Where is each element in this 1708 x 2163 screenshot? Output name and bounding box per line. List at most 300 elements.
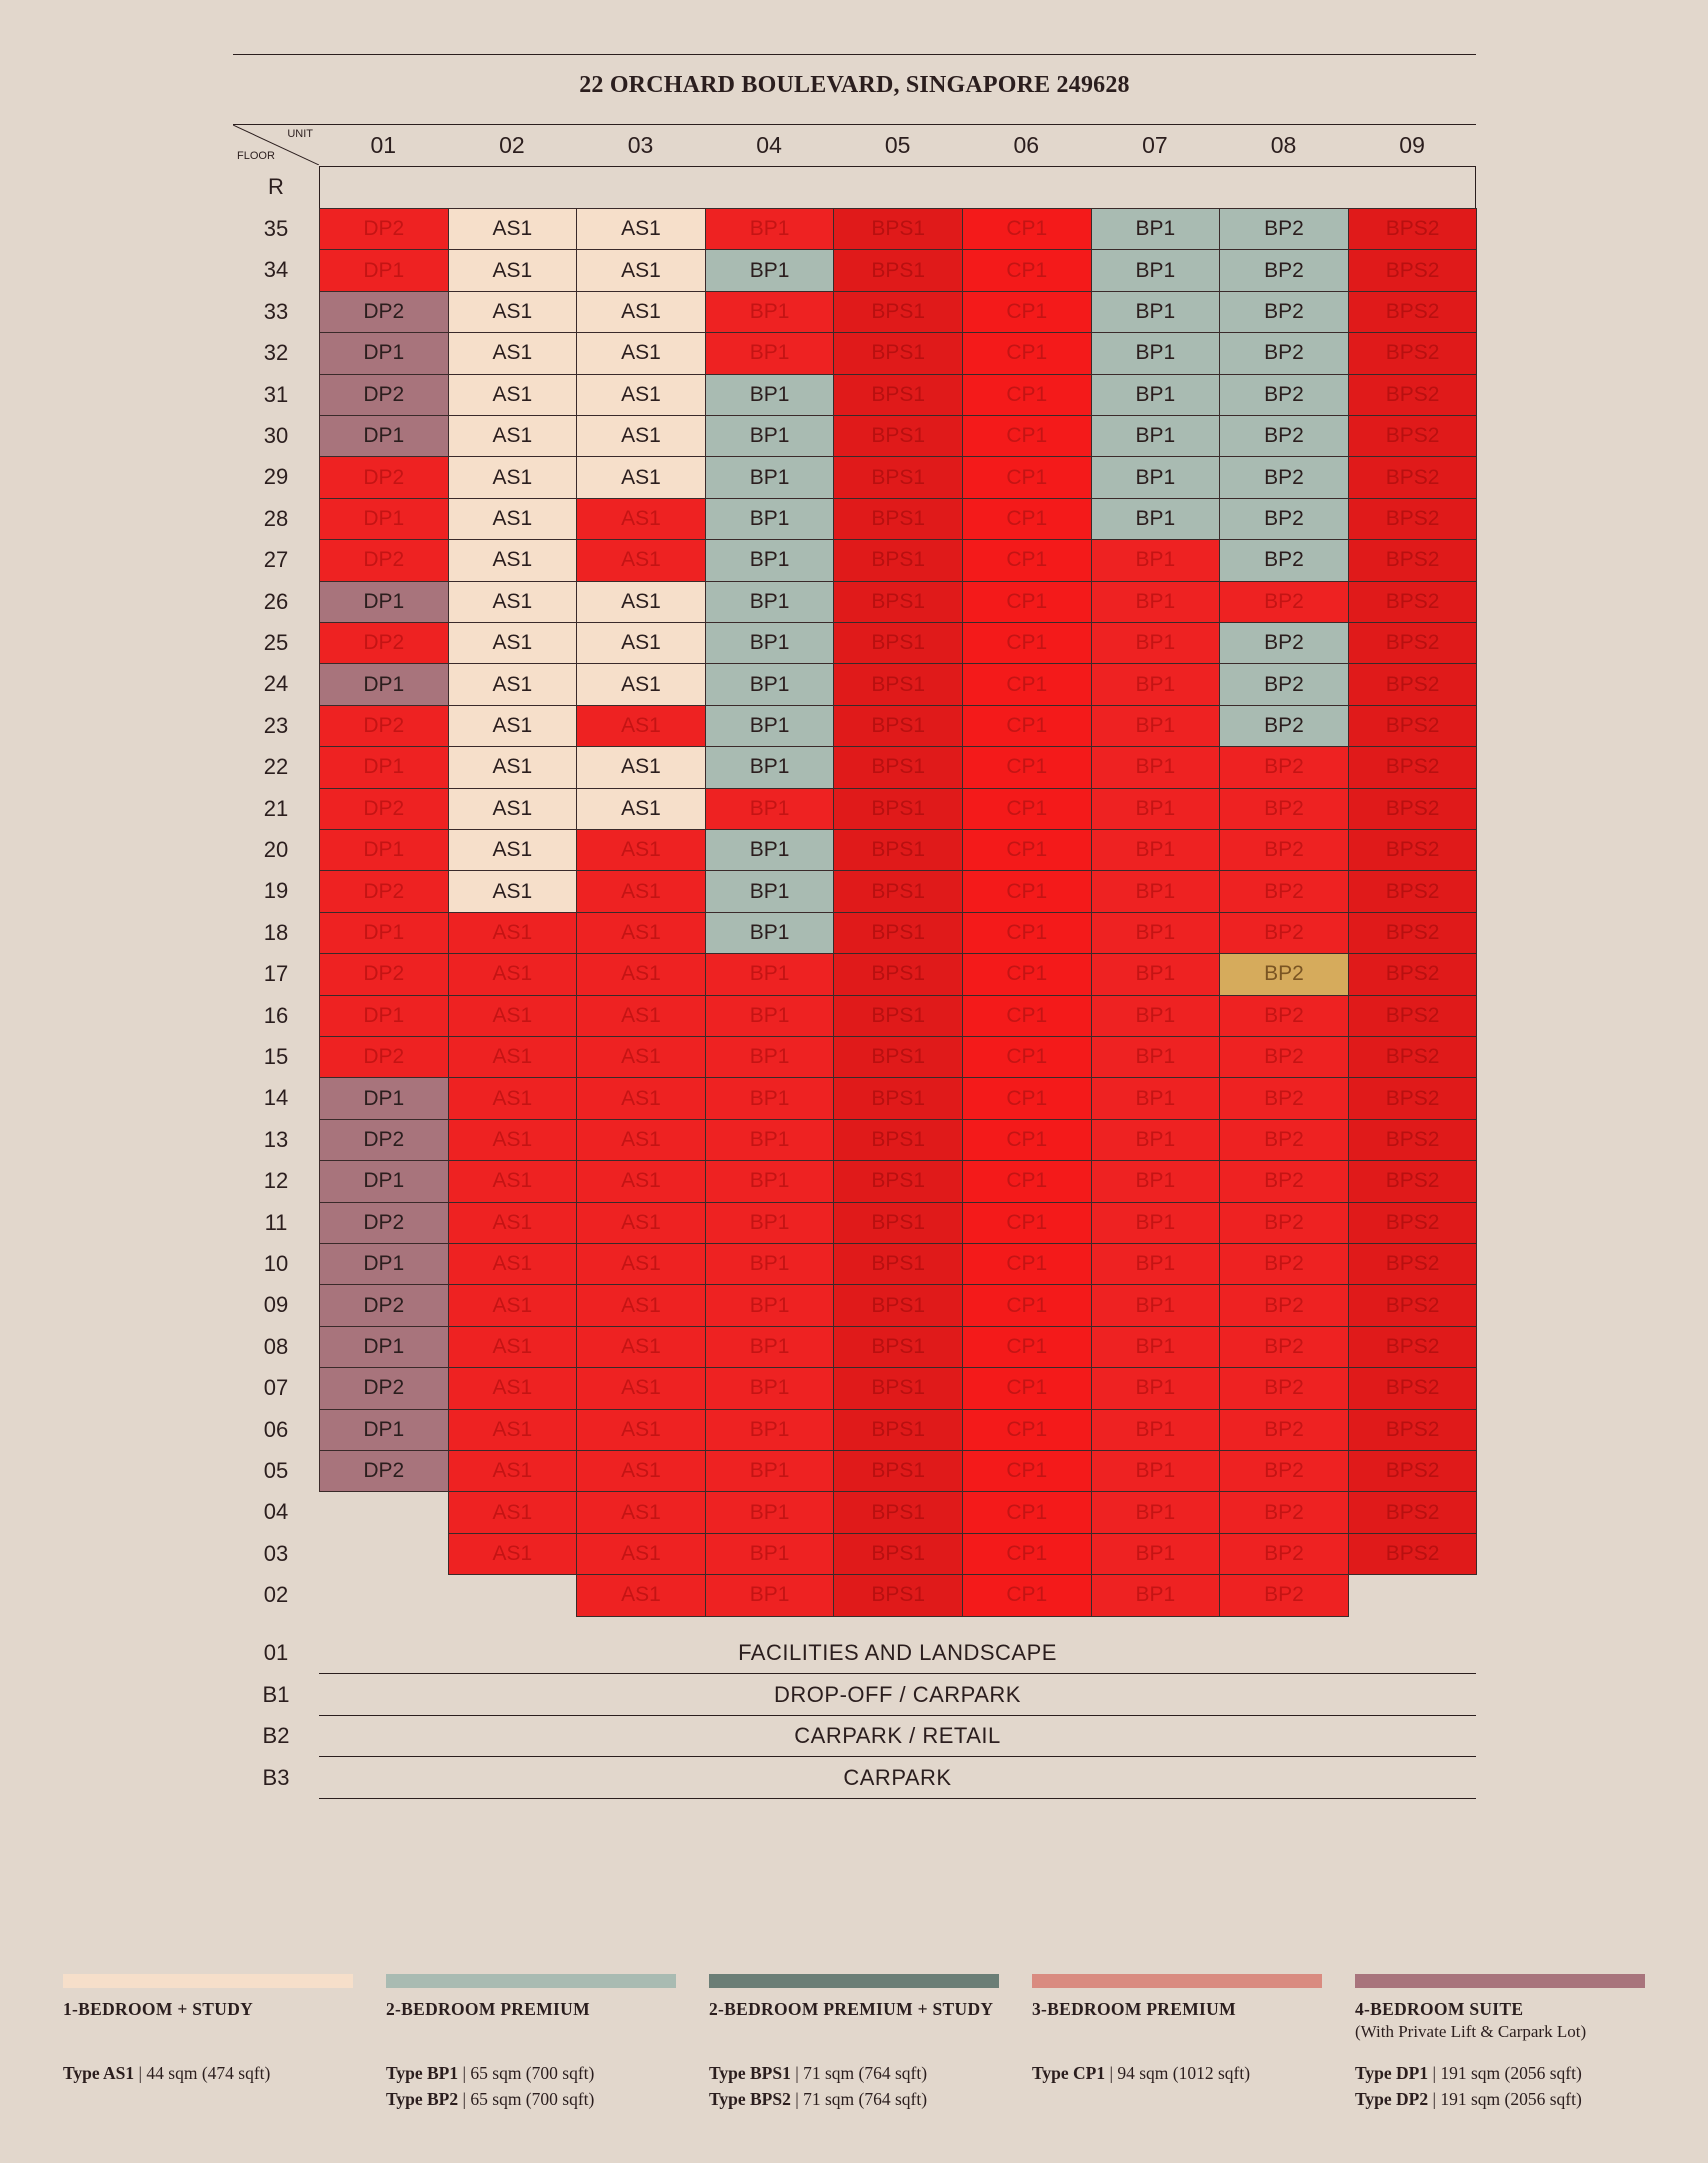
unit-cell-27-04[interactable]: BP1 bbox=[705, 539, 835, 581]
unit-cell-26-06[interactable]: CP1 bbox=[962, 581, 1092, 623]
unit-cell-24-07[interactable]: BP1 bbox=[1091, 663, 1221, 705]
unit-cell-29-04[interactable]: BP1 bbox=[705, 456, 835, 498]
unit-cell-11-08[interactable]: BP2 bbox=[1219, 1202, 1349, 1244]
unit-cell-16-04[interactable]: BP1 bbox=[705, 995, 835, 1037]
unit-cell-09-01[interactable]: DP2 bbox=[319, 1284, 449, 1326]
unit-cell-11-03[interactable]: AS1 bbox=[576, 1202, 706, 1244]
unit-cell-30-06[interactable]: CP1 bbox=[962, 415, 1092, 457]
unit-cell-29-09[interactable]: BPS2 bbox=[1348, 456, 1478, 498]
unit-cell-17-06[interactable]: CP1 bbox=[962, 953, 1092, 995]
unit-cell-03-06[interactable]: CP1 bbox=[962, 1533, 1092, 1575]
unit-cell-04-09[interactable]: BPS2 bbox=[1348, 1491, 1478, 1533]
unit-cell-12-03[interactable]: AS1 bbox=[576, 1160, 706, 1202]
unit-cell-19-04[interactable]: BP1 bbox=[705, 870, 835, 912]
unit-cell-15-08[interactable]: BP2 bbox=[1219, 1036, 1349, 1078]
unit-cell-33-02[interactable]: AS1 bbox=[448, 291, 578, 333]
unit-cell-34-06[interactable]: CP1 bbox=[962, 249, 1092, 291]
unit-cell-05-04[interactable]: BP1 bbox=[705, 1450, 835, 1492]
unit-cell-26-04[interactable]: BP1 bbox=[705, 581, 835, 623]
unit-cell-25-02[interactable]: AS1 bbox=[448, 622, 578, 664]
unit-cell-04-04[interactable]: BP1 bbox=[705, 1491, 835, 1533]
unit-cell-09-05[interactable]: BPS1 bbox=[833, 1284, 963, 1326]
unit-cell-06-07[interactable]: BP1 bbox=[1091, 1409, 1221, 1451]
unit-cell-05-07[interactable]: BP1 bbox=[1091, 1450, 1221, 1492]
unit-cell-13-08[interactable]: BP2 bbox=[1219, 1119, 1349, 1161]
unit-cell-18-07[interactable]: BP1 bbox=[1091, 912, 1221, 954]
unit-cell-19-06[interactable]: CP1 bbox=[962, 870, 1092, 912]
unit-cell-23-09[interactable]: BPS2 bbox=[1348, 705, 1478, 747]
unit-cell-29-07[interactable]: BP1 bbox=[1091, 456, 1221, 498]
unit-cell-06-05[interactable]: BPS1 bbox=[833, 1409, 963, 1451]
unit-cell-28-05[interactable]: BPS1 bbox=[833, 498, 963, 540]
unit-cell-34-01[interactable]: DP1 bbox=[319, 249, 449, 291]
unit-cell-35-03[interactable]: AS1 bbox=[576, 208, 706, 250]
unit-cell-17-07[interactable]: BP1 bbox=[1091, 953, 1221, 995]
unit-cell-04-07[interactable]: BP1 bbox=[1091, 1491, 1221, 1533]
unit-cell-14-02[interactable]: AS1 bbox=[448, 1077, 578, 1119]
unit-cell-05-03[interactable]: AS1 bbox=[576, 1450, 706, 1492]
unit-cell-30-02[interactable]: AS1 bbox=[448, 415, 578, 457]
unit-cell-10-07[interactable]: BP1 bbox=[1091, 1243, 1221, 1285]
unit-cell-34-05[interactable]: BPS1 bbox=[833, 249, 963, 291]
unit-cell-17-03[interactable]: AS1 bbox=[576, 953, 706, 995]
unit-cell-16-05[interactable]: BPS1 bbox=[833, 995, 963, 1037]
unit-cell-12-06[interactable]: CP1 bbox=[962, 1160, 1092, 1202]
unit-cell-07-01[interactable]: DP2 bbox=[319, 1367, 449, 1409]
unit-cell-11-05[interactable]: BPS1 bbox=[833, 1202, 963, 1244]
unit-cell-15-02[interactable]: AS1 bbox=[448, 1036, 578, 1078]
unit-cell-15-01[interactable]: DP2 bbox=[319, 1036, 449, 1078]
unit-cell-14-04[interactable]: BP1 bbox=[705, 1077, 835, 1119]
unit-cell-05-02[interactable]: AS1 bbox=[448, 1450, 578, 1492]
unit-cell-35-01[interactable]: DP2 bbox=[319, 208, 449, 250]
unit-cell-31-09[interactable]: BPS2 bbox=[1348, 374, 1478, 416]
unit-cell-24-04[interactable]: BP1 bbox=[705, 663, 835, 705]
unit-cell-31-02[interactable]: AS1 bbox=[448, 374, 578, 416]
unit-cell-10-05[interactable]: BPS1 bbox=[833, 1243, 963, 1285]
unit-cell-33-09[interactable]: BPS2 bbox=[1348, 291, 1478, 333]
unit-cell-23-04[interactable]: BP1 bbox=[705, 705, 835, 747]
unit-cell-23-01[interactable]: DP2 bbox=[319, 705, 449, 747]
unit-cell-21-01[interactable]: DP2 bbox=[319, 788, 449, 830]
unit-cell-15-09[interactable]: BPS2 bbox=[1348, 1036, 1478, 1078]
unit-cell-19-03[interactable]: AS1 bbox=[576, 870, 706, 912]
unit-cell-33-05[interactable]: BPS1 bbox=[833, 291, 963, 333]
unit-cell-35-07[interactable]: BP1 bbox=[1091, 208, 1221, 250]
unit-cell-34-04[interactable]: BP1 bbox=[705, 249, 835, 291]
unit-cell-14-08[interactable]: BP2 bbox=[1219, 1077, 1349, 1119]
unit-cell-18-04[interactable]: BP1 bbox=[705, 912, 835, 954]
unit-cell-14-01[interactable]: DP1 bbox=[319, 1077, 449, 1119]
unit-cell-13-05[interactable]: BPS1 bbox=[833, 1119, 963, 1161]
unit-cell-10-01[interactable]: DP1 bbox=[319, 1243, 449, 1285]
unit-cell-10-09[interactable]: BPS2 bbox=[1348, 1243, 1478, 1285]
unit-cell-17-05[interactable]: BPS1 bbox=[833, 953, 963, 995]
unit-cell-21-04[interactable]: BP1 bbox=[705, 788, 835, 830]
unit-cell-28-03[interactable]: AS1 bbox=[576, 498, 706, 540]
unit-cell-08-06[interactable]: CP1 bbox=[962, 1326, 1092, 1368]
unit-cell-22-05[interactable]: BPS1 bbox=[833, 746, 963, 788]
unit-cell-23-02[interactable]: AS1 bbox=[448, 705, 578, 747]
unit-cell-30-09[interactable]: BPS2 bbox=[1348, 415, 1478, 457]
unit-cell-32-09[interactable]: BPS2 bbox=[1348, 332, 1478, 374]
unit-cell-28-02[interactable]: AS1 bbox=[448, 498, 578, 540]
unit-cell-28-09[interactable]: BPS2 bbox=[1348, 498, 1478, 540]
unit-cell-31-06[interactable]: CP1 bbox=[962, 374, 1092, 416]
unit-cell-22-09[interactable]: BPS2 bbox=[1348, 746, 1478, 788]
unit-cell-16-09[interactable]: BPS2 bbox=[1348, 995, 1478, 1037]
unit-cell-31-01[interactable]: DP2 bbox=[319, 374, 449, 416]
unit-cell-22-01[interactable]: DP1 bbox=[319, 746, 449, 788]
unit-cell-12-09[interactable]: BPS2 bbox=[1348, 1160, 1478, 1202]
unit-cell-12-01[interactable]: DP1 bbox=[319, 1160, 449, 1202]
unit-cell-32-05[interactable]: BPS1 bbox=[833, 332, 963, 374]
unit-cell-13-09[interactable]: BPS2 bbox=[1348, 1119, 1478, 1161]
unit-cell-25-07[interactable]: BP1 bbox=[1091, 622, 1221, 664]
unit-cell-20-05[interactable]: BPS1 bbox=[833, 829, 963, 871]
unit-cell-16-02[interactable]: AS1 bbox=[448, 995, 578, 1037]
unit-cell-07-04[interactable]: BP1 bbox=[705, 1367, 835, 1409]
unit-cell-29-06[interactable]: CP1 bbox=[962, 456, 1092, 498]
unit-cell-10-06[interactable]: CP1 bbox=[962, 1243, 1092, 1285]
unit-cell-35-02[interactable]: AS1 bbox=[448, 208, 578, 250]
unit-cell-22-02[interactable]: AS1 bbox=[448, 746, 578, 788]
unit-cell-21-08[interactable]: BP2 bbox=[1219, 788, 1349, 830]
unit-cell-15-06[interactable]: CP1 bbox=[962, 1036, 1092, 1078]
unit-cell-25-05[interactable]: BPS1 bbox=[833, 622, 963, 664]
unit-cell-25-04[interactable]: BP1 bbox=[705, 622, 835, 664]
unit-cell-20-02[interactable]: AS1 bbox=[448, 829, 578, 871]
unit-cell-27-01[interactable]: DP2 bbox=[319, 539, 449, 581]
unit-cell-21-03[interactable]: AS1 bbox=[576, 788, 706, 830]
unit-cell-18-08[interactable]: BP2 bbox=[1219, 912, 1349, 954]
unit-cell-31-03[interactable]: AS1 bbox=[576, 374, 706, 416]
unit-cell-20-01[interactable]: DP1 bbox=[319, 829, 449, 871]
unit-cell-02-05[interactable]: BPS1 bbox=[833, 1574, 963, 1616]
unit-cell-12-02[interactable]: AS1 bbox=[448, 1160, 578, 1202]
unit-cell-14-05[interactable]: BPS1 bbox=[833, 1077, 963, 1119]
unit-cell-02-08[interactable]: BP2 bbox=[1219, 1574, 1349, 1616]
unit-cell-20-03[interactable]: AS1 bbox=[576, 829, 706, 871]
unit-cell-10-04[interactable]: BP1 bbox=[705, 1243, 835, 1285]
unit-cell-15-05[interactable]: BPS1 bbox=[833, 1036, 963, 1078]
unit-cell-34-03[interactable]: AS1 bbox=[576, 249, 706, 291]
unit-cell-35-05[interactable]: BPS1 bbox=[833, 208, 963, 250]
unit-cell-19-01[interactable]: DP2 bbox=[319, 870, 449, 912]
unit-cell-09-04[interactable]: BP1 bbox=[705, 1284, 835, 1326]
unit-cell-04-02[interactable]: AS1 bbox=[448, 1491, 578, 1533]
unit-cell-09-08[interactable]: BP2 bbox=[1219, 1284, 1349, 1326]
unit-cell-20-08[interactable]: BP2 bbox=[1219, 829, 1349, 871]
unit-cell-26-08[interactable]: BP2 bbox=[1219, 581, 1349, 623]
unit-cell-31-04[interactable]: BP1 bbox=[705, 374, 835, 416]
unit-cell-08-09[interactable]: BPS2 bbox=[1348, 1326, 1478, 1368]
unit-cell-15-03[interactable]: AS1 bbox=[576, 1036, 706, 1078]
unit-cell-06-09[interactable]: BPS2 bbox=[1348, 1409, 1478, 1451]
unit-cell-16-06[interactable]: CP1 bbox=[962, 995, 1092, 1037]
unit-cell-26-03[interactable]: AS1 bbox=[576, 581, 706, 623]
unit-cell-30-07[interactable]: BP1 bbox=[1091, 415, 1221, 457]
unit-cell-28-07[interactable]: BP1 bbox=[1091, 498, 1221, 540]
unit-cell-24-05[interactable]: BPS1 bbox=[833, 663, 963, 705]
unit-cell-31-08[interactable]: BP2 bbox=[1219, 374, 1349, 416]
unit-cell-25-06[interactable]: CP1 bbox=[962, 622, 1092, 664]
unit-cell-02-07[interactable]: BP1 bbox=[1091, 1574, 1221, 1616]
unit-cell-30-03[interactable]: AS1 bbox=[576, 415, 706, 457]
unit-cell-05-06[interactable]: CP1 bbox=[962, 1450, 1092, 1492]
unit-cell-33-07[interactable]: BP1 bbox=[1091, 291, 1221, 333]
unit-cell-32-02[interactable]: AS1 bbox=[448, 332, 578, 374]
unit-cell-16-08[interactable]: BP2 bbox=[1219, 995, 1349, 1037]
unit-cell-35-06[interactable]: CP1 bbox=[962, 208, 1092, 250]
unit-cell-03-08[interactable]: BP2 bbox=[1219, 1533, 1349, 1575]
unit-cell-17-09[interactable]: BPS2 bbox=[1348, 953, 1478, 995]
unit-cell-30-04[interactable]: BP1 bbox=[705, 415, 835, 457]
unit-cell-08-05[interactable]: BPS1 bbox=[833, 1326, 963, 1368]
unit-cell-07-09[interactable]: BPS2 bbox=[1348, 1367, 1478, 1409]
unit-cell-18-05[interactable]: BPS1 bbox=[833, 912, 963, 954]
unit-cell-02-04[interactable]: BP1 bbox=[705, 1574, 835, 1616]
unit-cell-11-06[interactable]: CP1 bbox=[962, 1202, 1092, 1244]
unit-cell-21-07[interactable]: BP1 bbox=[1091, 788, 1221, 830]
unit-cell-30-05[interactable]: BPS1 bbox=[833, 415, 963, 457]
unit-cell-20-06[interactable]: CP1 bbox=[962, 829, 1092, 871]
unit-cell-08-02[interactable]: AS1 bbox=[448, 1326, 578, 1368]
unit-cell-05-09[interactable]: BPS2 bbox=[1348, 1450, 1478, 1492]
unit-cell-33-08[interactable]: BP2 bbox=[1219, 291, 1349, 333]
unit-cell-29-08[interactable]: BP2 bbox=[1219, 456, 1349, 498]
unit-cell-33-06[interactable]: CP1 bbox=[962, 291, 1092, 333]
unit-cell-07-08[interactable]: BP2 bbox=[1219, 1367, 1349, 1409]
unit-cell-12-04[interactable]: BP1 bbox=[705, 1160, 835, 1202]
unit-cell-13-04[interactable]: BP1 bbox=[705, 1119, 835, 1161]
unit-cell-28-01[interactable]: DP1 bbox=[319, 498, 449, 540]
unit-cell-04-06[interactable]: CP1 bbox=[962, 1491, 1092, 1533]
unit-cell-18-03[interactable]: AS1 bbox=[576, 912, 706, 954]
unit-cell-12-05[interactable]: BPS1 bbox=[833, 1160, 963, 1202]
unit-cell-10-08[interactable]: BP2 bbox=[1219, 1243, 1349, 1285]
unit-cell-34-02[interactable]: AS1 bbox=[448, 249, 578, 291]
unit-cell-17-08[interactable]: BP2 bbox=[1219, 953, 1349, 995]
unit-cell-22-04[interactable]: BP1 bbox=[705, 746, 835, 788]
unit-cell-06-03[interactable]: AS1 bbox=[576, 1409, 706, 1451]
unit-cell-26-02[interactable]: AS1 bbox=[448, 581, 578, 623]
unit-cell-28-08[interactable]: BP2 bbox=[1219, 498, 1349, 540]
unit-cell-24-01[interactable]: DP1 bbox=[319, 663, 449, 705]
unit-cell-32-03[interactable]: AS1 bbox=[576, 332, 706, 374]
unit-cell-06-04[interactable]: BP1 bbox=[705, 1409, 835, 1451]
unit-cell-14-09[interactable]: BPS2 bbox=[1348, 1077, 1478, 1119]
unit-cell-30-08[interactable]: BP2 bbox=[1219, 415, 1349, 457]
unit-cell-28-04[interactable]: BP1 bbox=[705, 498, 835, 540]
unit-cell-14-06[interactable]: CP1 bbox=[962, 1077, 1092, 1119]
unit-cell-24-09[interactable]: BPS2 bbox=[1348, 663, 1478, 705]
unit-cell-22-06[interactable]: CP1 bbox=[962, 746, 1092, 788]
unit-cell-17-01[interactable]: DP2 bbox=[319, 953, 449, 995]
unit-cell-32-07[interactable]: BP1 bbox=[1091, 332, 1221, 374]
unit-cell-29-02[interactable]: AS1 bbox=[448, 456, 578, 498]
unit-cell-21-06[interactable]: CP1 bbox=[962, 788, 1092, 830]
unit-cell-24-06[interactable]: CP1 bbox=[962, 663, 1092, 705]
unit-cell-22-08[interactable]: BP2 bbox=[1219, 746, 1349, 788]
unit-cell-06-06[interactable]: CP1 bbox=[962, 1409, 1092, 1451]
unit-cell-13-07[interactable]: BP1 bbox=[1091, 1119, 1221, 1161]
unit-cell-18-06[interactable]: CP1 bbox=[962, 912, 1092, 954]
unit-cell-29-01[interactable]: DP2 bbox=[319, 456, 449, 498]
unit-cell-34-08[interactable]: BP2 bbox=[1219, 249, 1349, 291]
unit-cell-18-09[interactable]: BPS2 bbox=[1348, 912, 1478, 954]
unit-cell-14-07[interactable]: BP1 bbox=[1091, 1077, 1221, 1119]
unit-cell-27-05[interactable]: BPS1 bbox=[833, 539, 963, 581]
unit-cell-05-01[interactable]: DP2 bbox=[319, 1450, 449, 1492]
unit-cell-16-07[interactable]: BP1 bbox=[1091, 995, 1221, 1037]
unit-cell-26-05[interactable]: BPS1 bbox=[833, 581, 963, 623]
unit-cell-28-06[interactable]: CP1 bbox=[962, 498, 1092, 540]
unit-cell-12-08[interactable]: BP2 bbox=[1219, 1160, 1349, 1202]
unit-cell-07-02[interactable]: AS1 bbox=[448, 1367, 578, 1409]
unit-cell-06-02[interactable]: AS1 bbox=[448, 1409, 578, 1451]
unit-cell-10-03[interactable]: AS1 bbox=[576, 1243, 706, 1285]
unit-cell-17-02[interactable]: AS1 bbox=[448, 953, 578, 995]
unit-cell-23-06[interactable]: CP1 bbox=[962, 705, 1092, 747]
unit-cell-11-02[interactable]: AS1 bbox=[448, 1202, 578, 1244]
unit-cell-20-07[interactable]: BP1 bbox=[1091, 829, 1221, 871]
unit-cell-32-06[interactable]: CP1 bbox=[962, 332, 1092, 374]
unit-cell-02-03[interactable]: AS1 bbox=[576, 1574, 706, 1616]
unit-cell-07-03[interactable]: AS1 bbox=[576, 1367, 706, 1409]
unit-cell-27-03[interactable]: AS1 bbox=[576, 539, 706, 581]
unit-cell-35-08[interactable]: BP2 bbox=[1219, 208, 1349, 250]
unit-cell-02-06[interactable]: CP1 bbox=[962, 1574, 1092, 1616]
unit-cell-08-08[interactable]: BP2 bbox=[1219, 1326, 1349, 1368]
unit-cell-35-09[interactable]: BPS2 bbox=[1348, 208, 1478, 250]
unit-cell-22-07[interactable]: BP1 bbox=[1091, 746, 1221, 788]
unit-cell-19-07[interactable]: BP1 bbox=[1091, 870, 1221, 912]
unit-cell-07-07[interactable]: BP1 bbox=[1091, 1367, 1221, 1409]
unit-cell-29-05[interactable]: BPS1 bbox=[833, 456, 963, 498]
unit-cell-09-09[interactable]: BPS2 bbox=[1348, 1284, 1478, 1326]
unit-cell-09-07[interactable]: BP1 bbox=[1091, 1284, 1221, 1326]
unit-cell-18-02[interactable]: AS1 bbox=[448, 912, 578, 954]
unit-cell-33-04[interactable]: BP1 bbox=[705, 291, 835, 333]
unit-cell-08-01[interactable]: DP1 bbox=[319, 1326, 449, 1368]
unit-cell-32-04[interactable]: BP1 bbox=[705, 332, 835, 374]
unit-cell-25-01[interactable]: DP2 bbox=[319, 622, 449, 664]
unit-cell-14-03[interactable]: AS1 bbox=[576, 1077, 706, 1119]
unit-cell-25-08[interactable]: BP2 bbox=[1219, 622, 1349, 664]
unit-cell-26-07[interactable]: BP1 bbox=[1091, 581, 1221, 623]
unit-cell-34-09[interactable]: BPS2 bbox=[1348, 249, 1478, 291]
unit-cell-27-08[interactable]: BP2 bbox=[1219, 539, 1349, 581]
unit-cell-32-08[interactable]: BP2 bbox=[1219, 332, 1349, 374]
unit-cell-33-03[interactable]: AS1 bbox=[576, 291, 706, 333]
unit-cell-27-06[interactable]: CP1 bbox=[962, 539, 1092, 581]
unit-cell-24-02[interactable]: AS1 bbox=[448, 663, 578, 705]
unit-cell-15-04[interactable]: BP1 bbox=[705, 1036, 835, 1078]
unit-cell-31-07[interactable]: BP1 bbox=[1091, 374, 1221, 416]
unit-cell-26-09[interactable]: BPS2 bbox=[1348, 581, 1478, 623]
unit-cell-20-04[interactable]: BP1 bbox=[705, 829, 835, 871]
unit-cell-06-08[interactable]: BP2 bbox=[1219, 1409, 1349, 1451]
unit-cell-16-01[interactable]: DP1 bbox=[319, 995, 449, 1037]
unit-cell-11-04[interactable]: BP1 bbox=[705, 1202, 835, 1244]
unit-cell-03-07[interactable]: BP1 bbox=[1091, 1533, 1221, 1575]
unit-cell-32-01[interactable]: DP1 bbox=[319, 332, 449, 374]
unit-cell-34-07[interactable]: BP1 bbox=[1091, 249, 1221, 291]
unit-cell-33-01[interactable]: DP2 bbox=[319, 291, 449, 333]
unit-cell-19-05[interactable]: BPS1 bbox=[833, 870, 963, 912]
unit-cell-25-03[interactable]: AS1 bbox=[576, 622, 706, 664]
unit-cell-11-09[interactable]: BPS2 bbox=[1348, 1202, 1478, 1244]
unit-cell-04-05[interactable]: BPS1 bbox=[833, 1491, 963, 1533]
unit-cell-13-03[interactable]: AS1 bbox=[576, 1119, 706, 1161]
unit-cell-19-08[interactable]: BP2 bbox=[1219, 870, 1349, 912]
unit-cell-23-05[interactable]: BPS1 bbox=[833, 705, 963, 747]
unit-cell-21-09[interactable]: BPS2 bbox=[1348, 788, 1478, 830]
unit-cell-07-06[interactable]: CP1 bbox=[962, 1367, 1092, 1409]
unit-cell-27-02[interactable]: AS1 bbox=[448, 539, 578, 581]
unit-cell-03-05[interactable]: BPS1 bbox=[833, 1533, 963, 1575]
unit-cell-23-07[interactable]: BP1 bbox=[1091, 705, 1221, 747]
unit-cell-07-05[interactable]: BPS1 bbox=[833, 1367, 963, 1409]
unit-cell-13-02[interactable]: AS1 bbox=[448, 1119, 578, 1161]
unit-cell-27-09[interactable]: BPS2 bbox=[1348, 539, 1478, 581]
unit-cell-17-04[interactable]: BP1 bbox=[705, 953, 835, 995]
unit-cell-03-04[interactable]: BP1 bbox=[705, 1533, 835, 1575]
unit-cell-10-02[interactable]: AS1 bbox=[448, 1243, 578, 1285]
unit-cell-03-09[interactable]: BPS2 bbox=[1348, 1533, 1478, 1575]
unit-cell-23-08[interactable]: BP2 bbox=[1219, 705, 1349, 747]
unit-cell-13-06[interactable]: CP1 bbox=[962, 1119, 1092, 1161]
unit-cell-08-07[interactable]: BP1 bbox=[1091, 1326, 1221, 1368]
unit-cell-27-07[interactable]: BP1 bbox=[1091, 539, 1221, 581]
unit-cell-13-01[interactable]: DP2 bbox=[319, 1119, 449, 1161]
unit-cell-19-09[interactable]: BPS2 bbox=[1348, 870, 1478, 912]
unit-cell-11-07[interactable]: BP1 bbox=[1091, 1202, 1221, 1244]
unit-cell-09-06[interactable]: CP1 bbox=[962, 1284, 1092, 1326]
unit-cell-04-03[interactable]: AS1 bbox=[576, 1491, 706, 1533]
unit-cell-09-03[interactable]: AS1 bbox=[576, 1284, 706, 1326]
unit-cell-04-08[interactable]: BP2 bbox=[1219, 1491, 1349, 1533]
unit-cell-15-07[interactable]: BP1 bbox=[1091, 1036, 1221, 1078]
unit-cell-23-03[interactable]: AS1 bbox=[576, 705, 706, 747]
unit-cell-11-01[interactable]: DP2 bbox=[319, 1202, 449, 1244]
unit-cell-05-05[interactable]: BPS1 bbox=[833, 1450, 963, 1492]
unit-cell-16-03[interactable]: AS1 bbox=[576, 995, 706, 1037]
unit-cell-12-07[interactable]: BP1 bbox=[1091, 1160, 1221, 1202]
unit-cell-09-02[interactable]: AS1 bbox=[448, 1284, 578, 1326]
unit-cell-03-02[interactable]: AS1 bbox=[448, 1533, 578, 1575]
unit-cell-21-05[interactable]: BPS1 bbox=[833, 788, 963, 830]
unit-cell-20-09[interactable]: BPS2 bbox=[1348, 829, 1478, 871]
unit-cell-19-02[interactable]: AS1 bbox=[448, 870, 578, 912]
unit-cell-25-09[interactable]: BPS2 bbox=[1348, 622, 1478, 664]
unit-cell-24-03[interactable]: AS1 bbox=[576, 663, 706, 705]
unit-cell-08-03[interactable]: AS1 bbox=[576, 1326, 706, 1368]
unit-cell-08-04[interactable]: BP1 bbox=[705, 1326, 835, 1368]
unit-cell-05-08[interactable]: BP2 bbox=[1219, 1450, 1349, 1492]
unit-cell-21-02[interactable]: AS1 bbox=[448, 788, 578, 830]
unit-cell-22-03[interactable]: AS1 bbox=[576, 746, 706, 788]
unit-cell-35-04[interactable]: BP1 bbox=[705, 208, 835, 250]
unit-cell-18-01[interactable]: DP1 bbox=[319, 912, 449, 954]
unit-cell-30-01[interactable]: DP1 bbox=[319, 415, 449, 457]
unit-cell-24-08[interactable]: BP2 bbox=[1219, 663, 1349, 705]
unit-cell-29-03[interactable]: AS1 bbox=[576, 456, 706, 498]
unit-cell-26-01[interactable]: DP1 bbox=[319, 581, 449, 623]
unit-cell-31-05[interactable]: BPS1 bbox=[833, 374, 963, 416]
unit-cell-03-03[interactable]: AS1 bbox=[576, 1533, 706, 1575]
